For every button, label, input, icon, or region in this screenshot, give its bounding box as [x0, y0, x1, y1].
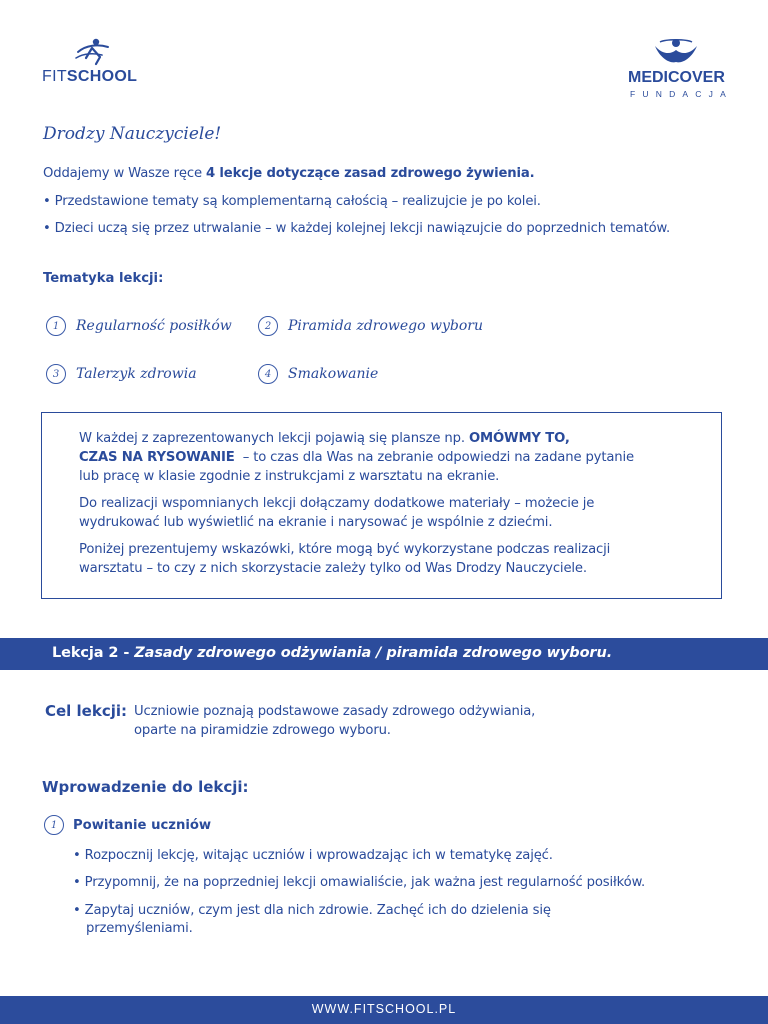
number-circle-icon: 2: [258, 316, 278, 336]
footer-url[interactable]: WWW.FITSCHOOL.PL: [311, 1002, 457, 1016]
topic-label: Regularność posiłków: [76, 318, 232, 334]
medicover-logo: [624, 36, 734, 102]
topic-label: Piramida zdrowego wyboru: [288, 318, 484, 334]
list-item: • Przypomnij, że na poprzedniej lekcji omawialiście, jak ważna jest regularność posiłków.: [73, 875, 646, 890]
info-text: W każdej z zaprezentowanych lekcji pojawią się plansze np. OMÓWMY TO,: [79, 431, 570, 446]
info-text: CZAS NA RYSOWANIE – to czas dla Was na zebranie odpowiedzi na zadane pytanie: [79, 450, 634, 465]
step-1: [44, 815, 211, 835]
step-title: Powitanie uczniów: [73, 817, 212, 833]
info-text: lub pracę w klasie zgodnie z instrukcjami z warsztatu na ekranie.: [79, 469, 500, 484]
greeting: Drodzy Nauczyciele!: [43, 124, 222, 144]
topic-4: [258, 364, 378, 384]
topics-heading: Tematyka lekcji:: [43, 271, 164, 286]
number-circle-icon: 3: [46, 364, 66, 384]
intro-bullet-2: • Dzieci uczą się przez utrwalanie – w każdej kolejnej lekcji nawiązujcie do poprzednich tematów.: [43, 221, 671, 236]
medicover-figure-icon: [652, 36, 700, 68]
number-circle-icon: 1: [46, 316, 66, 336]
info-text: wydrukować lub wyświetlić na ekranie i narysować je wspólnie z dziećmi.: [79, 515, 553, 530]
footer-band: [0, 996, 768, 1024]
number-circle-icon: 4: [258, 364, 278, 384]
intro-line: Oddajemy w Wasze ręce 4 lekcje dotyczące zasad zdrowego żywienia.: [43, 166, 535, 181]
list-item: • Zapytaj uczniów, czym jest dla nich zdrowie. Zachęć ich do dzielenia się: [73, 903, 551, 918]
intro-bullet-1: • Przedstawione tematy są komplementarną całością – realizujcie je po kolei.: [43, 194, 541, 209]
lesson-intro-heading: Wprowadzenie do lekcji:: [42, 778, 249, 796]
info-text: warsztatu – to czy z nich skorzystacie zależy tylko od Was Drodzy Nauczyciele.: [79, 561, 587, 576]
list-item-continuation: przemyśleniami.: [86, 921, 193, 936]
topic-label: Talerzyk zdrowia: [76, 366, 197, 382]
topic-label: Smakowanie: [288, 366, 379, 382]
medicover-subtitle: FUNDACJA: [630, 89, 733, 99]
topic-2: [258, 316, 483, 336]
goal-text: Uczniowie poznają podstawowe zasady zdrowego odżywiania,: [134, 704, 536, 719]
medicover-wordmark: MEDICOVER: [628, 69, 725, 86]
topic-3: [46, 364, 197, 384]
info-text: Poniżej prezentujemy wskazówki, które mogą być wykorzystane podczas realizacji: [79, 542, 611, 557]
goal-label: Cel lekcji:: [45, 702, 128, 720]
lesson-title-band: [0, 638, 768, 670]
list-item: • Rozpocznij lekcję, witając uczniów i wprowadzając ich w tematykę zajęć.: [73, 848, 553, 863]
lesson-title: Lekcja 2 - Zasady zdrowego odżywiania / piramida zdrowego wyboru.: [52, 645, 613, 661]
fitschool-logo: [42, 36, 152, 88]
number-circle-icon: 1: [44, 815, 64, 835]
info-box: [41, 412, 722, 599]
goal-text: oparte na piramidzie zdrowego wyboru.: [134, 723, 391, 738]
runner-icon: [72, 36, 116, 66]
fitschool-wordmark: FITSCHOOL: [42, 68, 138, 85]
info-text: Do realizacji wspomnianych lekcji dołączamy dodatkowe materiały – możecie je: [79, 496, 595, 511]
topic-1: [46, 316, 232, 336]
